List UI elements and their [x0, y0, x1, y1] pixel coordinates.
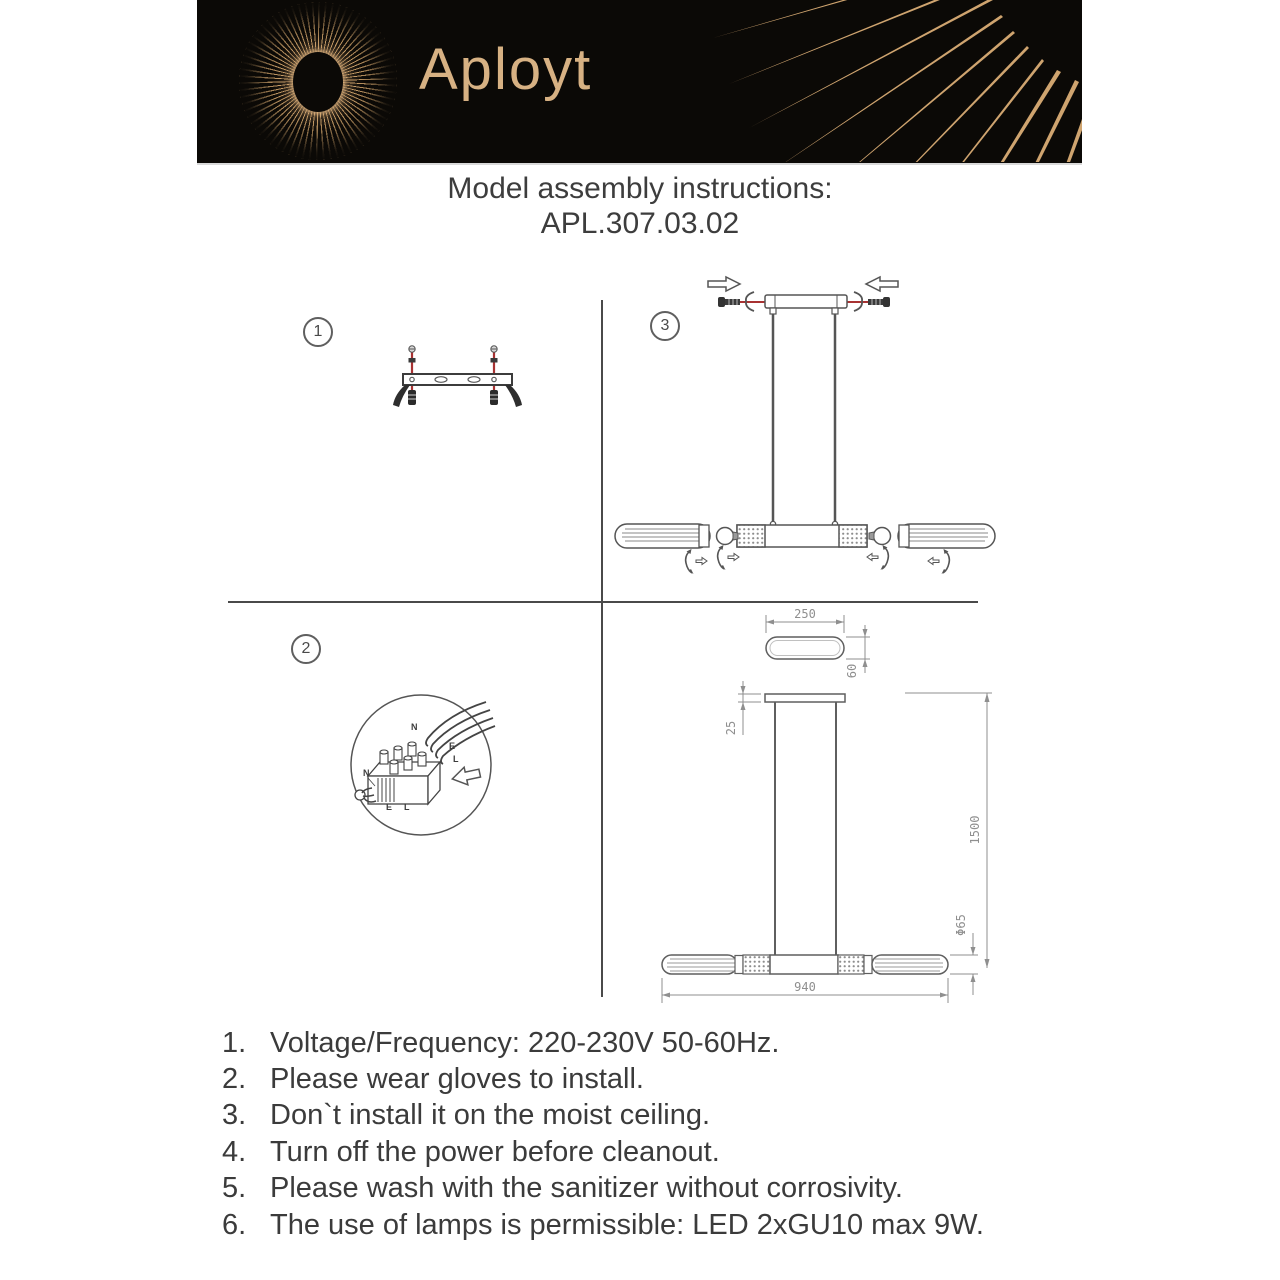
dim-label-25: 25 [724, 720, 738, 736]
canopy-top-view [766, 637, 844, 659]
insert-arrow-icon [450, 764, 481, 787]
wall-anchor-left [408, 390, 416, 405]
step-2-badge: 2 [291, 634, 321, 664]
wire-label-e-bottom: E [386, 802, 393, 812]
brand-banner [197, 0, 1082, 165]
tube-diffuser-left [615, 524, 710, 548]
dim-label-65: Φ65 [954, 914, 968, 936]
list-item [222, 1061, 1162, 1097]
step-1-bracket-diagram [378, 338, 533, 418]
starburst-core [293, 52, 343, 112]
dim-label-250: 250 [794, 607, 816, 621]
model-number: APL.307.03.02 [540, 207, 740, 240]
canopy-side-view [765, 694, 845, 702]
page-title: Model assembly instructions: [447, 172, 833, 205]
list-item-text: Turn off the power before cleanout. [270, 1135, 720, 1168]
instruction-list [222, 1025, 1162, 1243]
wire-label-l-bottom: L [404, 802, 410, 812]
list-item-text: The use of lamps is permissible: LED 2xGU10 max 9W. [270, 1208, 984, 1241]
list-item [222, 1134, 1162, 1170]
list-item [222, 1171, 1162, 1207]
dim-label-60: 60 [845, 663, 859, 679]
list-item-text: Please wear gloves to install. [270, 1063, 644, 1096]
corner-rays-decoration-icon [662, 0, 1082, 162]
dim-label-1500: 1500 [968, 815, 982, 845]
push-arrow-left-icon [708, 277, 740, 291]
wire-label-n-top: N [411, 722, 418, 732]
list-item-text: Don`t install it on the moist ceiling. [270, 1099, 711, 1132]
canopy-screw-left [718, 297, 740, 307]
list-item-number: 6. [222, 1208, 247, 1241]
list-item-text: Please wash with the sanitizer without corrosivity. [270, 1172, 903, 1205]
step-3-assembly-diagram [598, 266, 1010, 592]
ceiling-canopy [765, 295, 847, 314]
list-item [222, 1207, 1162, 1243]
lamp-body [737, 525, 867, 547]
wall-anchor-right [490, 390, 498, 405]
tube-diffuser-right [898, 524, 995, 548]
list-item-number: 1. [222, 1026, 247, 1059]
push-arrow-right-icon [866, 277, 898, 291]
dimension-drawing [640, 595, 1010, 1010]
gu10-bulb-right [869, 528, 891, 545]
wire-label-n-bottom: N [363, 768, 370, 778]
step-1-badge: 1 [303, 317, 333, 347]
list-item-number: 4. [222, 1135, 247, 1168]
list-item-number: 5. [222, 1172, 247, 1205]
wire-label-e-top: E [449, 741, 456, 751]
list-item-number: 2. [222, 1063, 247, 1096]
brand-name: Aployt [419, 37, 593, 102]
gu10-bulb-left [717, 528, 739, 545]
dim-label-940: 940 [794, 980, 816, 994]
lamp-side-view [662, 955, 948, 974]
dim-25 [738, 681, 761, 735]
canopy-screw-right [868, 297, 890, 307]
list-item [222, 1025, 1162, 1061]
supply-wires [426, 702, 495, 764]
step-2-wiring-diagram [338, 676, 513, 856]
list-item-text: Voltage/Frequency: 220-230V 50-60Hz. [270, 1026, 780, 1059]
dim-65 [950, 933, 978, 995]
list-item [222, 1098, 1162, 1134]
step-3-badge: 3 [650, 311, 680, 341]
wire-label-l-top: L [453, 754, 459, 764]
list-item-number: 3. [222, 1099, 247, 1132]
